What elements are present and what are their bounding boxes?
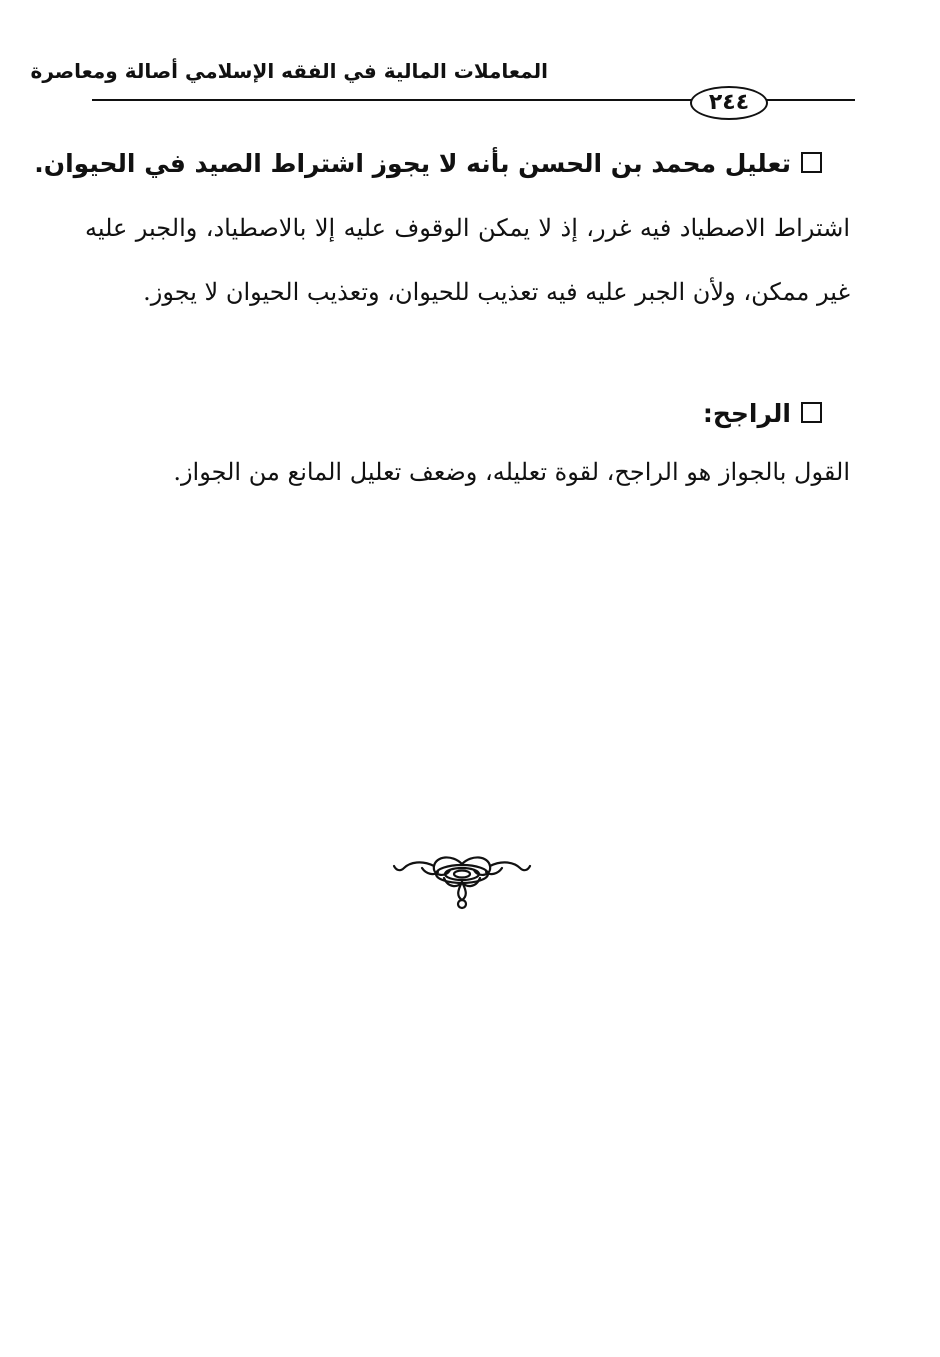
decorative-ornament-icon — [392, 848, 532, 912]
section-heading-text: الراجح: — [702, 399, 791, 428]
section-heading — [34, 146, 822, 182]
page-number: ٢٤٤ — [690, 86, 768, 120]
square-bullet-icon — [801, 402, 822, 423]
section-body: القول بالجواز هو الراجح، لقوة تعليله، وضعف تعليل المانع من الجواز. — [173, 458, 850, 486]
section-heading-text: تعليل محمد بن الحسن بأنه لا يجوز اشتراط الصيد في الحيوان. — [34, 149, 791, 178]
section-heading — [102, 396, 822, 432]
square-bullet-icon — [801, 152, 822, 173]
section-body: اشتراط الاصطياد فيه غرر، إذ لا يمكن الوقوف عليه إلا بالاصطياد، والجبر عليه غير ممكن، ولأن الجبر عليه فيه تعذيب للحيوان، وتعذيب الحيوان لا يجوز. — [85, 214, 850, 306]
running-header: المعاملات المالية في الفقه الإسلامي أصالة ومعاصرة — [30, 59, 548, 83]
